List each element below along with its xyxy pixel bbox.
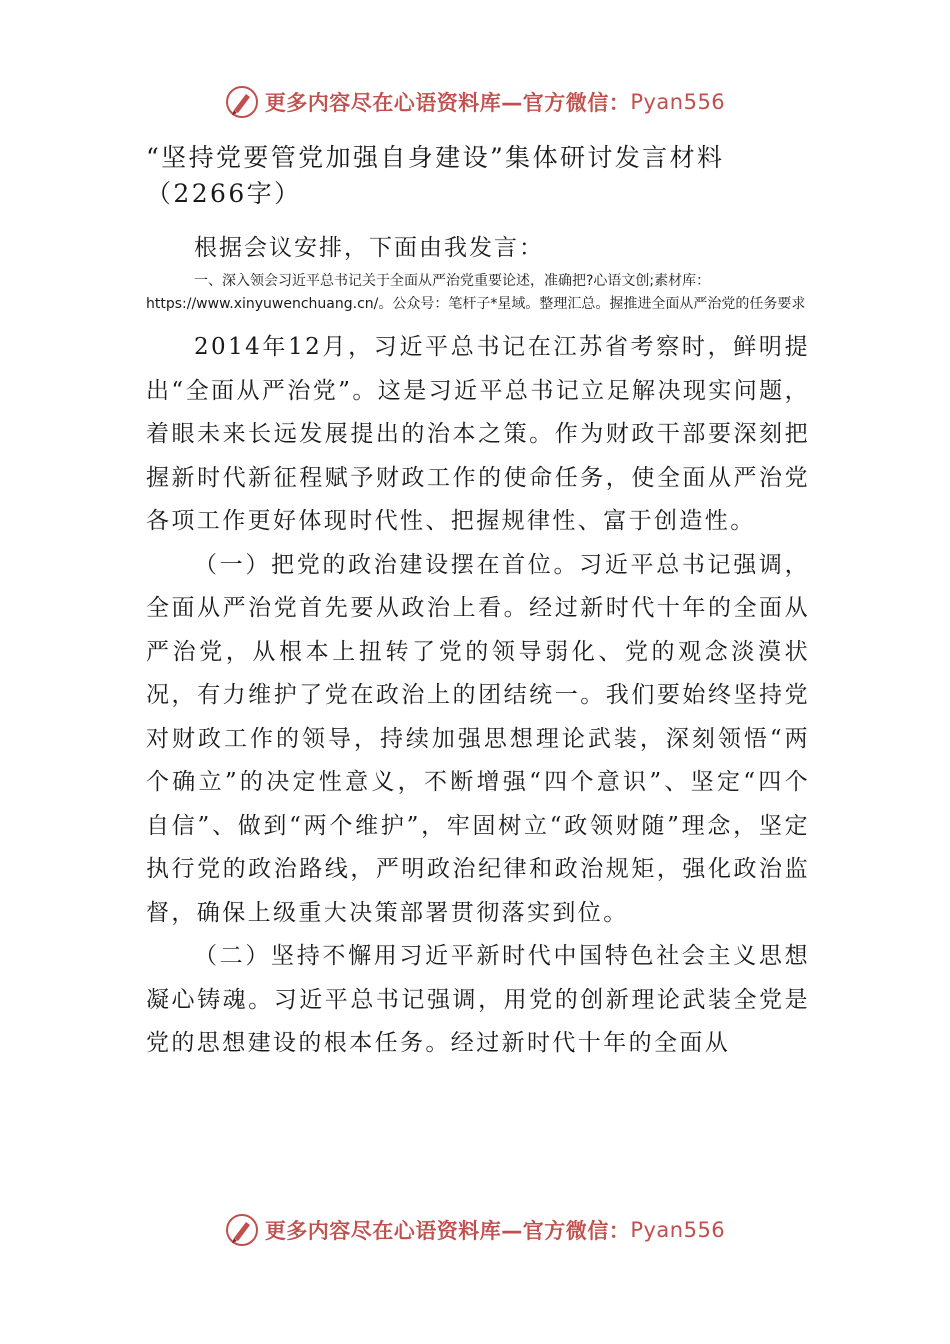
header-banner (0, 82, 950, 122)
pen-logo-icon (225, 1213, 259, 1247)
section-heading-note: 一、深入领会习近平总书记关于全面从严治党重要论述，准确把?心语文创;素材库：https://www.xinyuwenchuang.cn/。公众号：笔杆子*星域。整理汇总。握推进全面从严治党的任务要求 (146, 273, 806, 312)
document-title: “坚持党要管党加强自身建设”集体研讨发言材料（2266字） (146, 143, 725, 208)
footer-banner (0, 1210, 950, 1250)
pen-logo-icon (225, 85, 259, 119)
banner-wechat-handle: Pyan556 (630, 90, 726, 114)
document-body (146, 140, 810, 1066)
intro-line: 根据会议安排，下面由我发言： (194, 235, 544, 261)
paragraph-1: 2014年12月，习近平总书记在江苏省考察时，鲜明提出“全面从严治党”。这是习近平总书记立足解决现实问题，着眼未来长远发展提出的治本之策。作为财政干部要深刻把握新时代新征程赋予财政工作的使命任务，使全面从严治党各项工作更好体现时代性、把握规律性、富于创造性。 (146, 334, 810, 534)
banner-brand-text: 更多内容尽在心语资料库—官方微信： (264, 91, 631, 115)
paragraph-2: （一）把党的政治建设摆在首位。习近平总书记强调，全面从严治党首先要从政治上看。经过新时代十年的全面从严治党，从根本上扭转了党的领导弱化、党的观念淡漠状况，有力维护了党在政治上的团结统一。我们要始终坚持党对财政工作的领导，持续加强思想理论武装，深刻领悟“两个确立”的决定性意义，不断增强“四个意识”、坚定“四个自信”、做到“两个维护”，牢固树立“政领财随”理念，坚定执行党的政治路线，严明政治纪律和政治规矩，强化政治监督，确保上级重大决策部署贯彻落实到位。 (146, 551, 810, 926)
paragraph-3: （二）坚持不懈用习近平新时代中国特色社会主义思想凝心铸魂。习近平总书记强调，用党的创新理论武装全党是党的思想建设的根本任务。经过新时代十年的全面从 (146, 943, 810, 1056)
banner-brand-text: 更多内容尽在心语资料库—官方微信： (264, 1219, 631, 1243)
banner-wechat-handle: Pyan556 (630, 1218, 726, 1242)
